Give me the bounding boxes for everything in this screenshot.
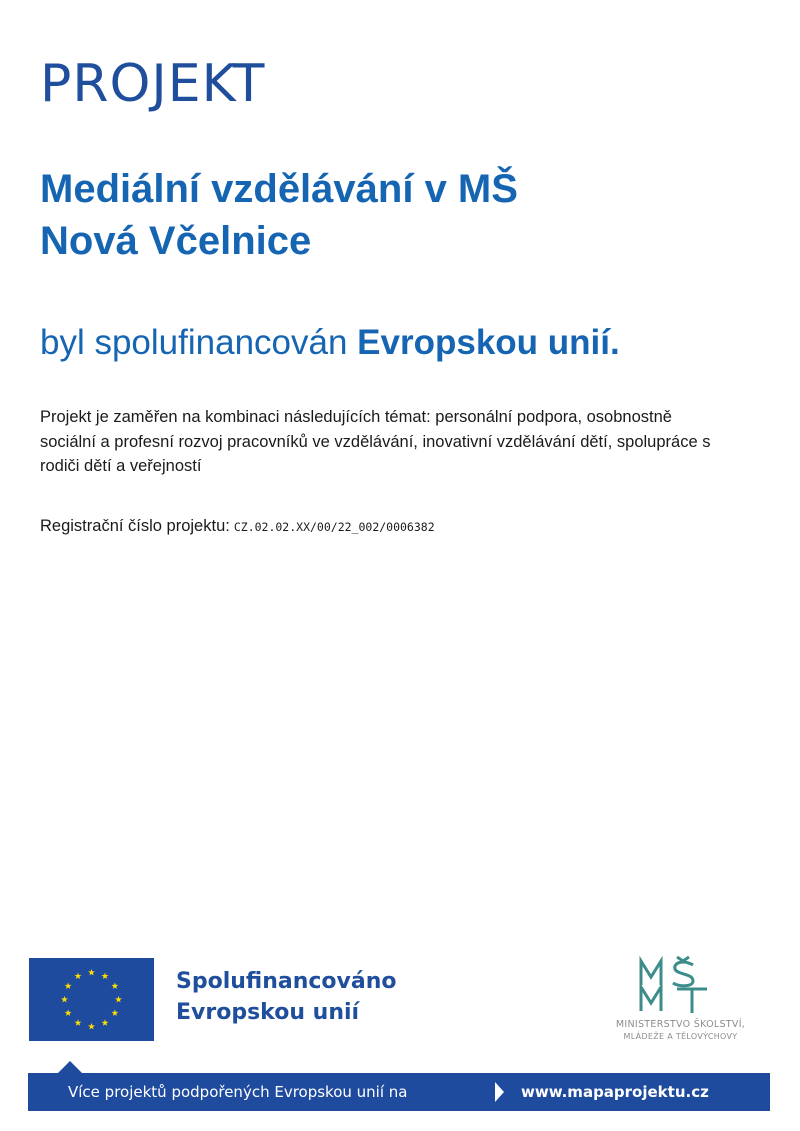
eu-star-icon: [102, 1019, 109, 1026]
project-title-line2: Nová Včelnice: [40, 219, 312, 263]
eu-star-icon: [61, 996, 68, 1003]
registration-value: CZ.02.02.XX/00/22_002/0006382: [233, 520, 435, 534]
page-heading: PROJEKT: [40, 54, 266, 114]
eu-star-icon: [65, 982, 72, 989]
eu-star-icon: [65, 1009, 72, 1016]
eu-stars-icon: [29, 958, 154, 1041]
eu-star-icon: [88, 1023, 95, 1030]
project-title: [40, 163, 740, 267]
eu-star-icon: [111, 982, 118, 989]
msmt-logo: [588, 955, 773, 1043]
eu-star-icon: [75, 1019, 82, 1026]
eu-star-icon: [111, 1009, 118, 1016]
eu-star-icon: [88, 969, 95, 976]
banner-notch: [58, 1061, 82, 1073]
msmt-name-line2: MLÁDEŽE A TĚLOVÝCHOVY: [623, 1032, 738, 1041]
play-arrow-icon: [495, 1082, 504, 1102]
funding-statement: [40, 322, 620, 364]
eu-logo-line2: Evropskou unií: [176, 1000, 360, 1025]
mapaprojektu-link[interactable]: www.mapaprojektu.cz: [521, 1083, 709, 1101]
eu-logo-line1: Spolufinancováno: [176, 969, 397, 994]
eu-star-icon: [102, 973, 109, 980]
registration-label: Registrační číslo projektu:: [40, 517, 230, 535]
msmt-logo-icon: [631, 955, 731, 1017]
project-title-line1: Mediální vzdělávání v MŠ: [40, 167, 518, 211]
eu-flag-icon: [29, 958, 154, 1041]
eu-star-icon: [75, 973, 82, 980]
funding-prefix: byl spolufinancován: [40, 323, 348, 362]
eu-cofinanced-logo-text: [176, 966, 397, 1028]
funding-emphasis: Evropskou unií.: [357, 323, 620, 362]
msmt-name-line1: MINISTERSTVO ŠKOLSTVÍ,: [615, 1019, 746, 1030]
registration-number: [40, 517, 435, 536]
project-description: Projekt je zaměřen na kombinaci následujících témat: personální podpora, osobnostně sociální a profesní rozvoj pracovníků ve vzdělávání, inovativní vzdělávání dětí, spolupráce s rodiči dětí a veřejností: [40, 408, 711, 475]
eu-star-icon: [115, 996, 122, 1003]
msmt-name: [588, 1019, 773, 1043]
banner-text: Více projektů podpořených Evropskou unií na: [68, 1083, 408, 1101]
footer-banner: [28, 1073, 770, 1111]
